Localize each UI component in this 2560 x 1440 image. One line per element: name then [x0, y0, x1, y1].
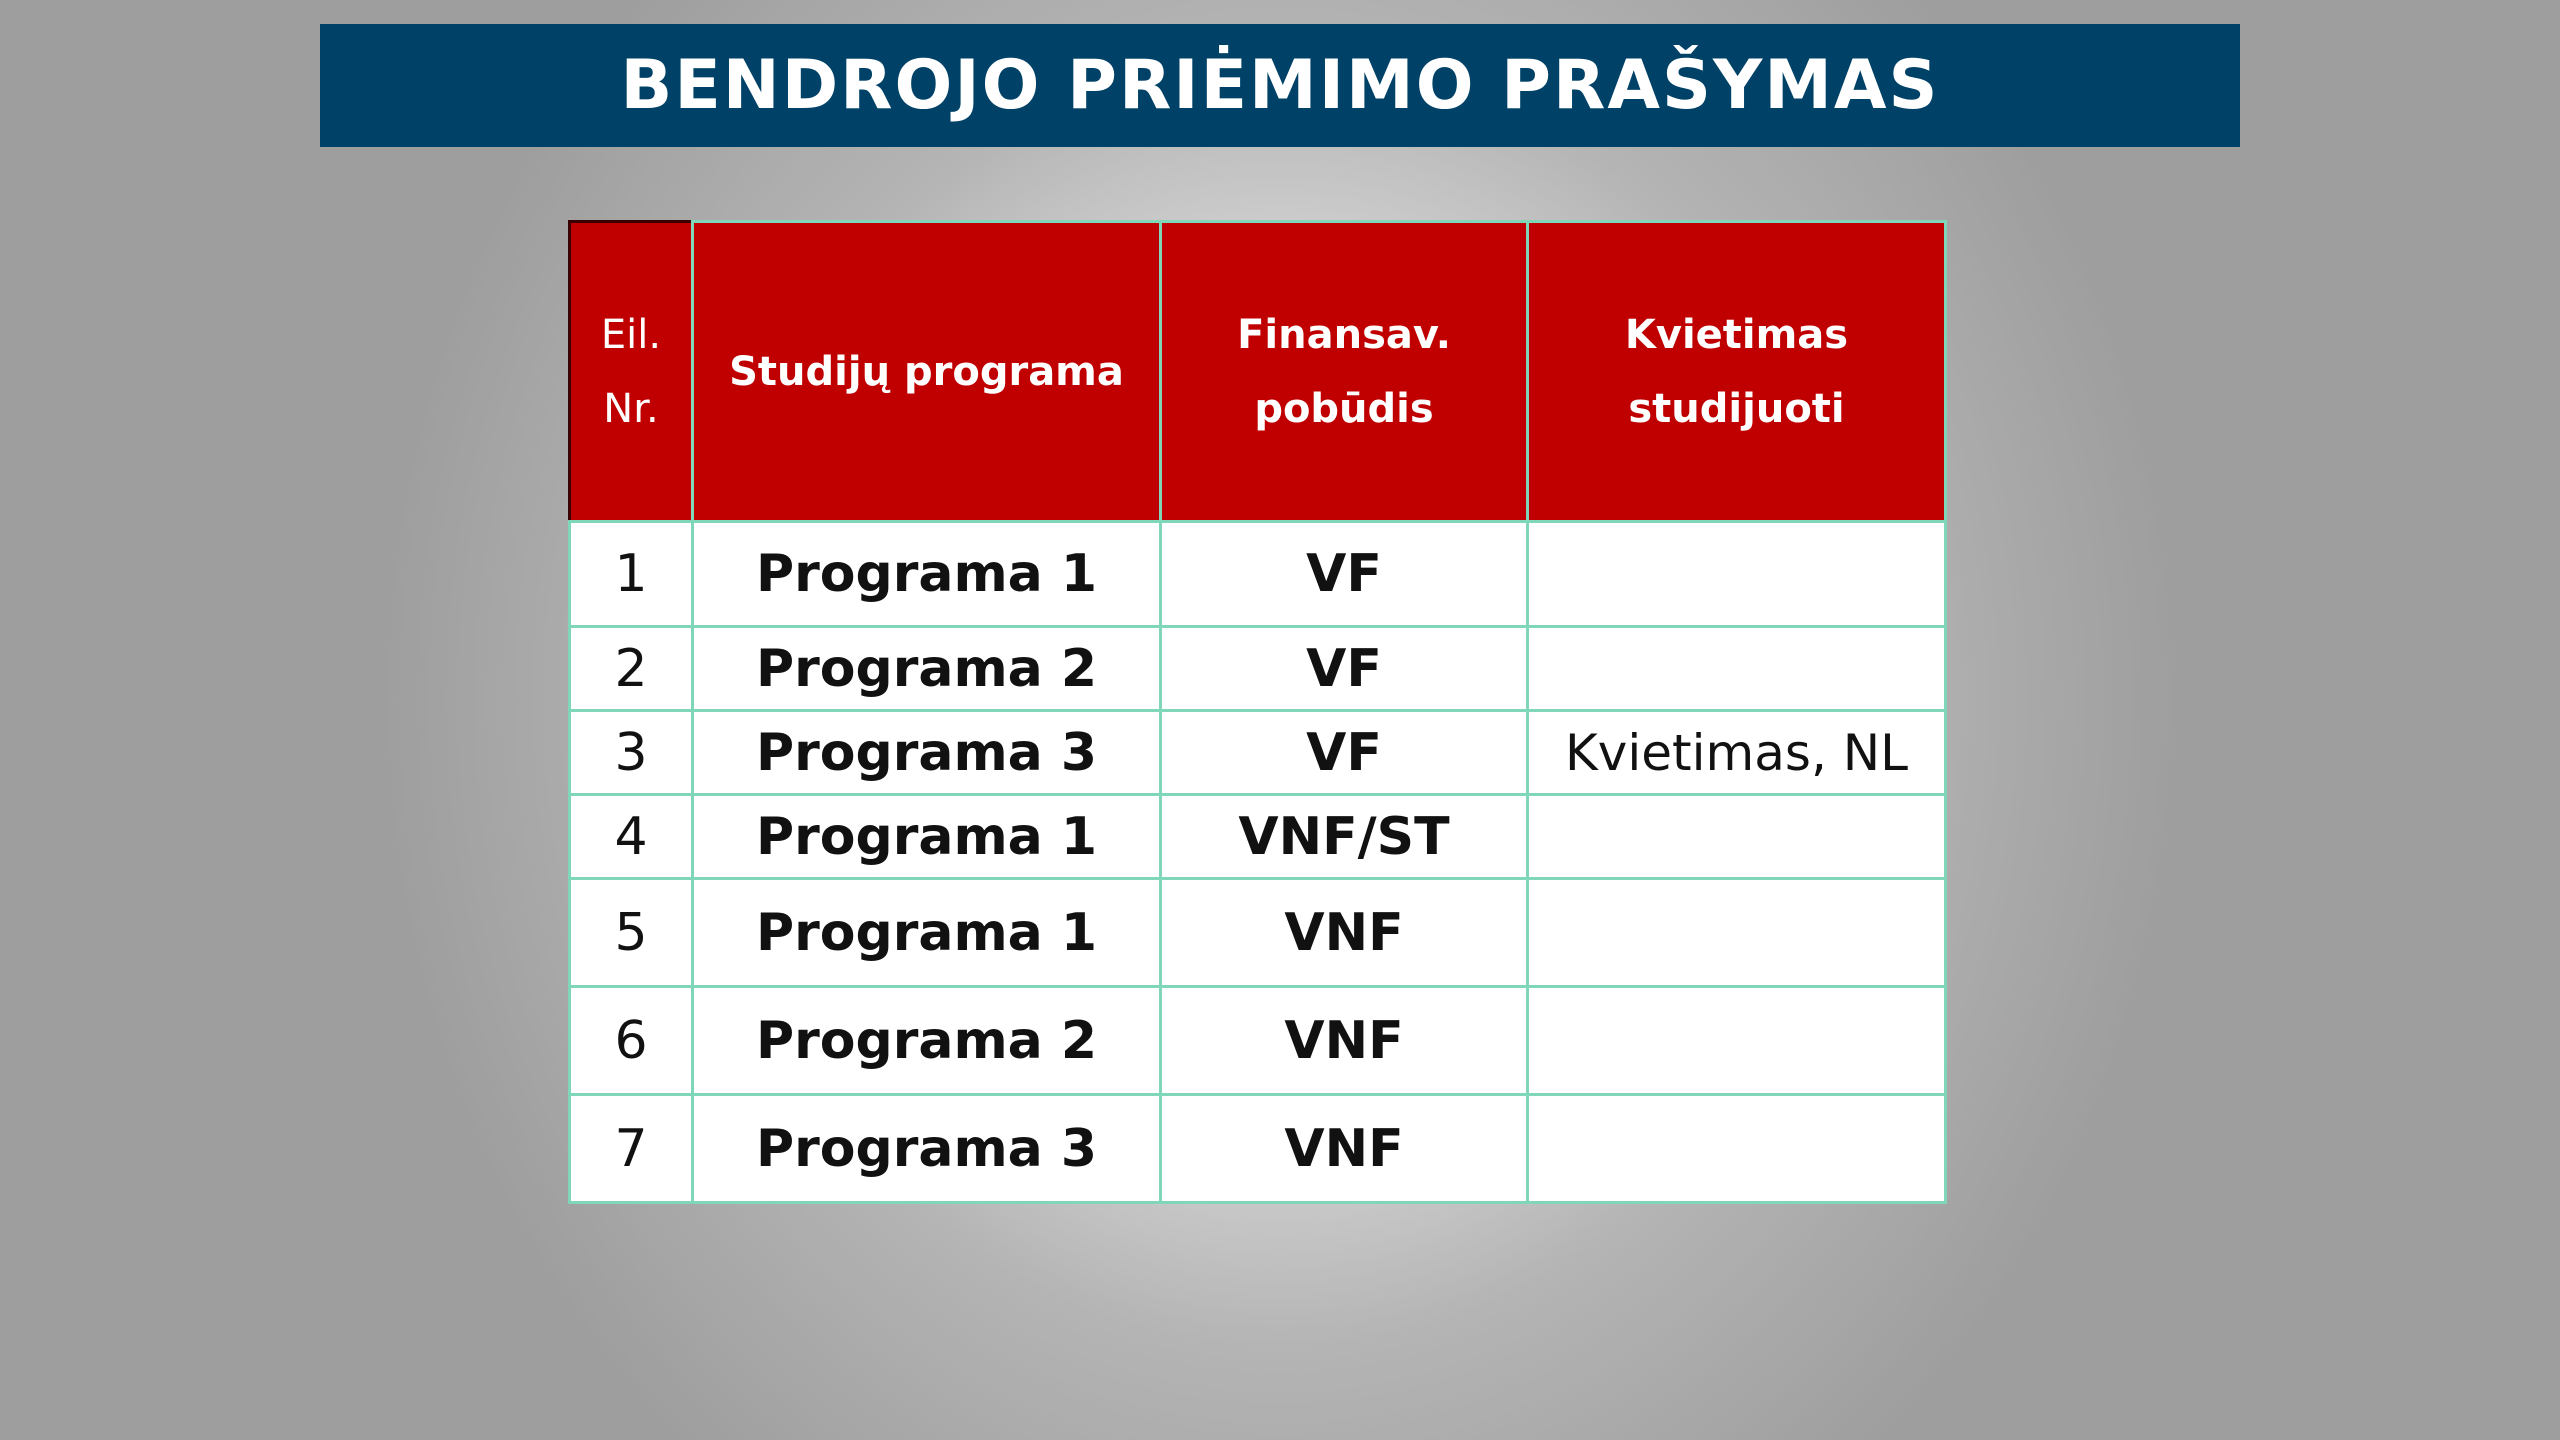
header-program [693, 222, 1161, 522]
cell-funding: VF [1161, 627, 1528, 711]
header-nr-line-1: Eil. [600, 311, 662, 358]
cell-program: Programa 2 [693, 987, 1161, 1095]
cell-invitation [1528, 879, 1946, 987]
cell-funding: VNF/ST [1161, 795, 1528, 879]
table-row [570, 879, 1946, 987]
table-row [570, 795, 1946, 879]
table-row [570, 627, 1946, 711]
header-funding-line-1: Finansav. [1237, 311, 1451, 358]
cell-invitation [1528, 522, 1946, 627]
cell-invitation: Kvietimas, NL [1528, 711, 1946, 795]
header-nr-line-2: Nr. [603, 385, 659, 432]
cell-funding: VF [1161, 711, 1528, 795]
table-row [570, 522, 1946, 627]
cell-nr: 3 [570, 711, 693, 795]
cell-nr: 4 [570, 795, 693, 879]
header-funding [1161, 222, 1528, 522]
cell-program: Programa 1 [693, 795, 1161, 879]
header-funding-line-2: pobūdis [1254, 385, 1434, 432]
header-nr [570, 222, 693, 522]
cell-invitation [1528, 627, 1946, 711]
cell-nr: 7 [570, 1095, 693, 1203]
application-table [568, 220, 1947, 1204]
cell-nr: 1 [570, 522, 693, 627]
cell-funding: VNF [1161, 879, 1528, 987]
cell-funding: VNF [1161, 987, 1528, 1095]
cell-program: Programa 1 [693, 879, 1161, 987]
cell-nr: 2 [570, 627, 693, 711]
header-invitation-line-1: Kvietimas [1624, 311, 1849, 358]
cell-nr: 5 [570, 879, 693, 987]
cell-invitation [1528, 1095, 1946, 1203]
cell-program: Programa 3 [693, 711, 1161, 795]
cell-nr: 6 [570, 987, 693, 1095]
cell-program: Programa 3 [693, 1095, 1161, 1203]
cell-invitation [1528, 987, 1946, 1095]
table-header-row [570, 222, 1946, 522]
table-row [570, 987, 1946, 1095]
header-invitation [1528, 222, 1946, 522]
header-program-line-1: Studijų programa [729, 348, 1124, 395]
cell-program: Programa 2 [693, 627, 1161, 711]
table-row [570, 711, 1946, 795]
title-banner [320, 24, 2240, 147]
cell-funding: VF [1161, 522, 1528, 627]
cell-funding: VNF [1161, 1095, 1528, 1203]
cell-invitation [1528, 795, 1946, 879]
table-row [570, 1095, 1946, 1203]
header-invitation-line-2: studijuoti [1628, 385, 1845, 432]
page-title: BENDROJO PRIĖMIMO PRAŠYMAS [620, 46, 1940, 125]
cell-program: Programa 1 [693, 522, 1161, 627]
